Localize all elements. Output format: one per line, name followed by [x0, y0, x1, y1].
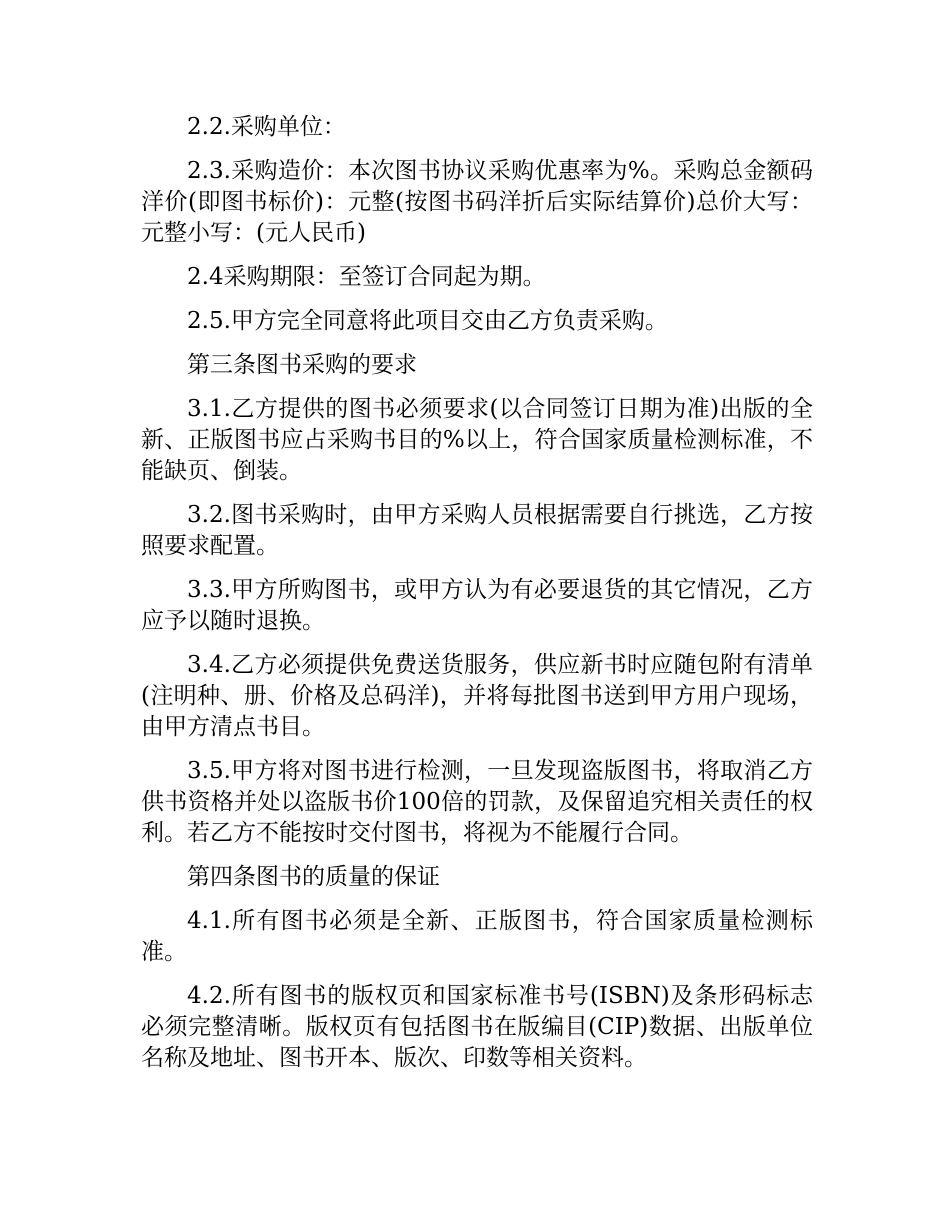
section-heading-3: 第三条图书采购的要求 — [187, 352, 417, 378]
clause-3-2: 3.2.图书采购时，由甲方采购人员根据需要自行挑选，乙方按照要求配置。 — [141, 502, 813, 559]
clause-4-1: 4.1.所有图书必须是全新、正版图书，符合国家质量检测标准。 — [141, 908, 813, 965]
clause-2-2: 2.2.采购单位： — [187, 114, 346, 140]
document-body — [141, 112, 813, 1087]
section-heading-4: 第四条图书的质量的保证 — [187, 864, 440, 890]
clause-3-4: 3.4.乙方必须提供免费送货服务，供应新书时应随包附有清单(注明种、册、价格及总码洋)，并将每批图书送到甲方用户现场，由甲方清点书目。 — [141, 652, 813, 740]
clause-2-5: 2.5.甲方完全同意将此项目交由乙方负责采购。 — [187, 308, 668, 334]
clause-2-4: 2.4采购期限：至签订合同起为期。 — [187, 264, 546, 290]
clause-4-2: 4.2.所有图书的版权页和国家标准书号(ISBN)及条形码标志必须完整清晰。版权页有包括图书在版编目(CIP)数据、出版单位名称及地址、图书开本、版次、印数等相关资料。 — [141, 983, 813, 1071]
clause-2-3: 2.3.采购造价：本次图书协议采购优惠率为%。采购总金额码洋价(即图书标价)：元整(按图书码洋折后实际结算价)总价大写：元整小写：(元人民币) — [141, 158, 813, 246]
clause-3-5: 3.5.甲方将对图书进行检测，一旦发现盗版图书，将取消乙方供书资格并处以盗版书价100倍的罚款，及保留追究相关责任的权利。若乙方不能按时交付图书，将视为不能履行合同。 — [141, 758, 813, 846]
clause-3-3: 3.3.甲方所购图书，或甲方认为有必要退货的其它情况，乙方应予以随时退换。 — [141, 577, 813, 634]
clause-3-1: 3.1.乙方提供的图书必须要求(以合同签订日期为准)出版的全新、正版图书应占采购书目的%以上，符合国家质量检测标准，不能缺页、倒装。 — [141, 396, 813, 484]
